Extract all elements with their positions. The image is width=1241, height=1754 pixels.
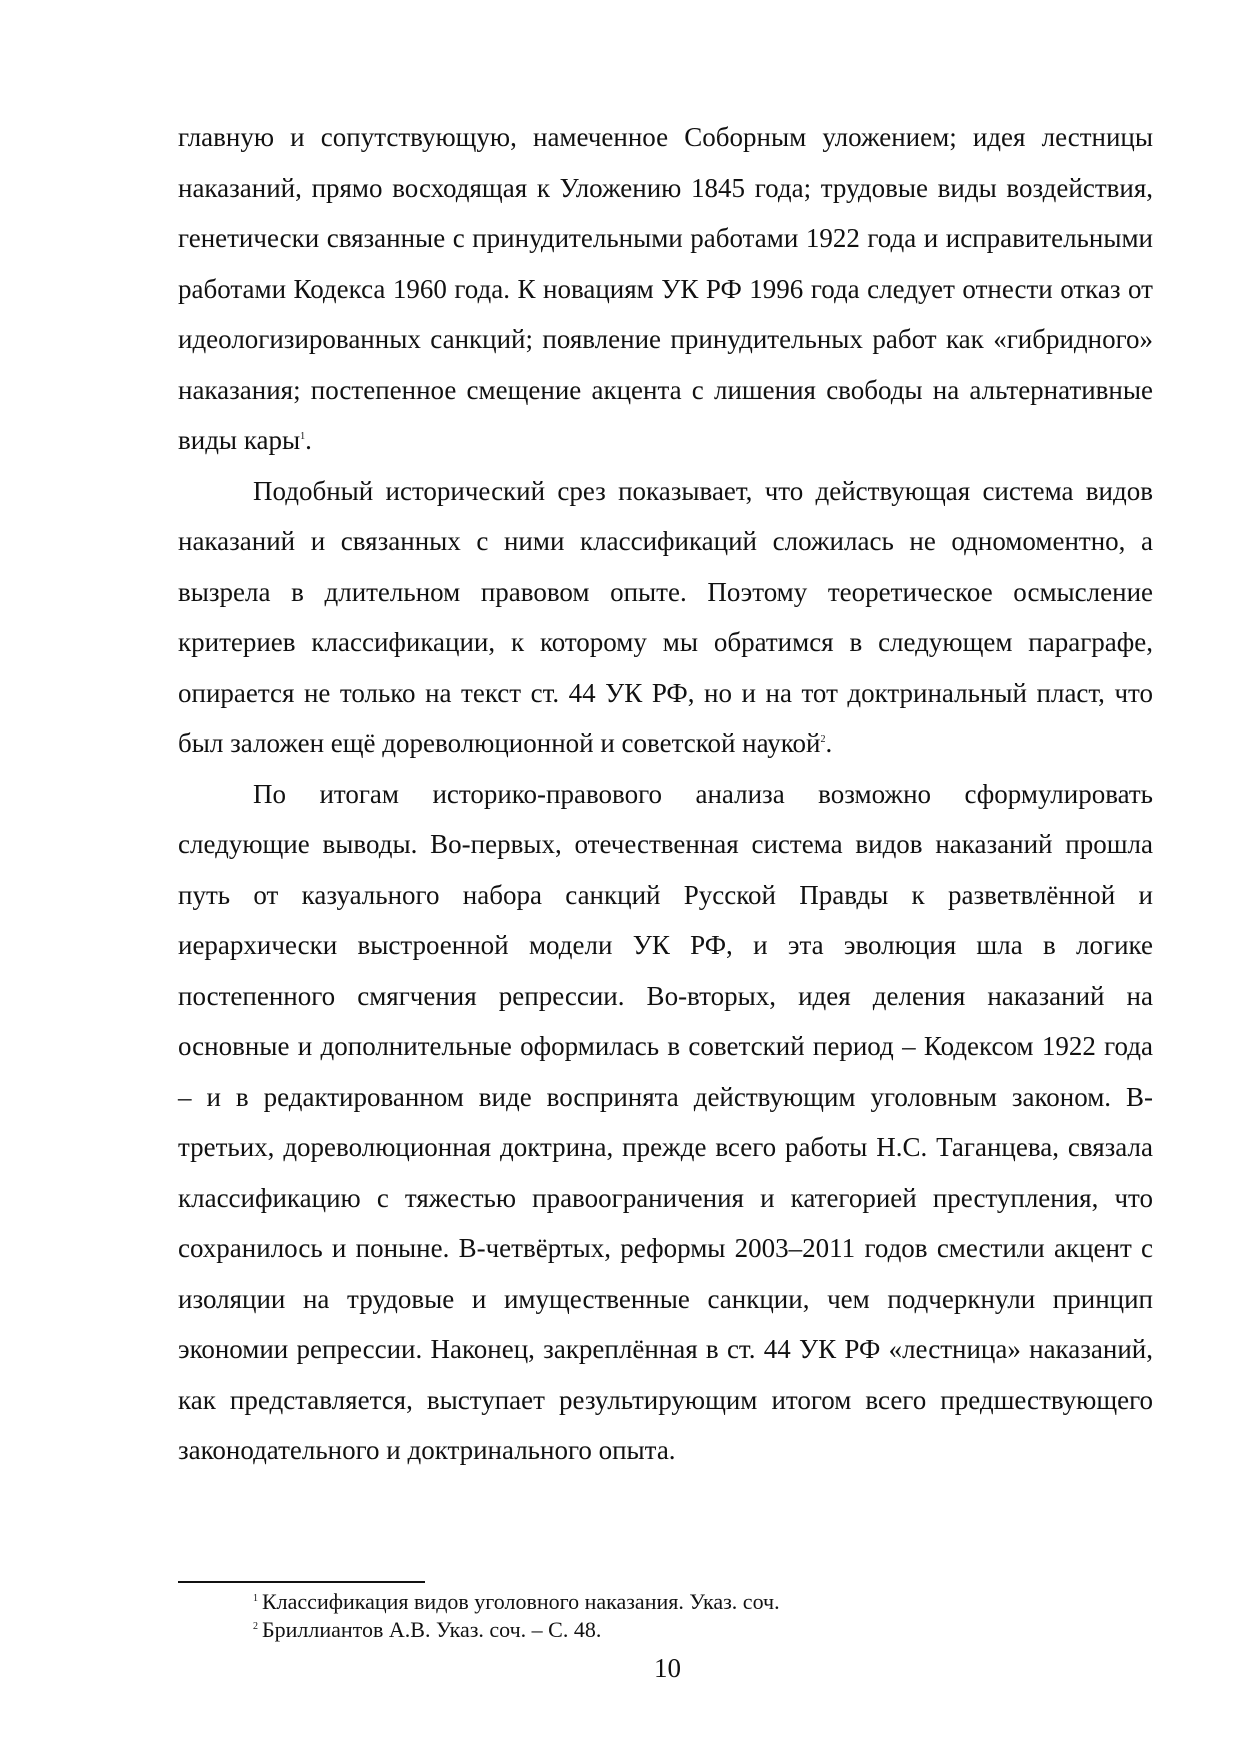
footnote-text-2: Бриллиантов А.В. Указ. соч. – С. 48. bbox=[262, 1617, 602, 1642]
paragraph-1-end: . bbox=[305, 425, 312, 455]
footnote-reference-2[interactable]: 2 bbox=[820, 734, 826, 745]
page-number: 10 bbox=[654, 1653, 681, 1683]
body-paragraph-1 bbox=[178, 112, 1153, 466]
body-paragraph-2 bbox=[178, 466, 1153, 769]
paragraph-1-text: главную и сопутствующую, намеченное Соборным уложением; идея лестницы наказаний, прямо восходящая к Уложению 1845 года; трудовые виды воздействия, генетически связанные с принудительными работами 1922 года и исправительными работами Кодекса 1960 года. К новациям УК РФ 1996 года следует отнести отказ от идеологизированных санкций; появление принудительных работ как «гибридного» наказания; постепенное смещение акцента с лишения свободы на альтернативные виды кары bbox=[178, 122, 1153, 455]
footnote-mark-2: 2 bbox=[253, 1620, 258, 1632]
footnote-mark-1: 1 bbox=[253, 1592, 258, 1604]
paragraph-3-text: По итогам историко-правового анализа возможно сформулировать следующие выводы. Во-первых, отечественная система видов наказаний прошла путь от казуального набора санкций Русской Правды к разветвлённой и иерархически выстроенной модели УК РФ, и эта эволюция шла в логике постепенного смягчения репрессии. Во-вторых, идея деления наказаний на основные и дополнительные оформилась в советский период – Кодексом 1922 года – и в редактированном виде воспринята действующим уголовным законом. В-третьих, дореволюционная доктрина, прежде всего работы Н.С. Таганцева, связала классификацию с тяжестью правоограничения и категорией преступления, что сохранилось и поныне. В-четвёртых, реформы 2003–2011 годов сместили акцент с изоляции на трудовые и имущественные санкции, чем подчеркнули принцип экономии репрессии. Наконец, закреплённая в ст. 44 УК РФ «лестница» наказаний, как представляется, выступает результирующим итогом всего предшествующего законодательного и доктринального опыта. bbox=[178, 778, 1153, 1465]
footnote-text-1: Классификация видов уголовного наказания. Указ. соч. bbox=[262, 1589, 780, 1614]
footnote-separator bbox=[178, 1581, 425, 1583]
footnotes bbox=[253, 1588, 1153, 1644]
footnote-reference-1[interactable]: 1 bbox=[300, 431, 306, 442]
document-page bbox=[178, 112, 1153, 1476]
paragraph-2-text: Подобный исторический срез показывает, что действующая система видов наказаний и связанных с ними классификаций сложилась не одномоментно, а вызрела в длительном правовом опыте. Поэтому теоретическое осмысление критериев классификации, к которому мы обратимся в следующем параграфе, опирается не только на текст ст. 44 УК РФ, но и на тот доктринальный пласт, что был заложен ещё дореволюционной и советской наукой bbox=[178, 475, 1153, 758]
paragraph-2-end: . bbox=[825, 728, 833, 758]
body-paragraph-3 bbox=[178, 769, 1153, 1476]
footnote-2 bbox=[253, 1616, 1153, 1644]
footnote-1 bbox=[253, 1588, 1153, 1616]
